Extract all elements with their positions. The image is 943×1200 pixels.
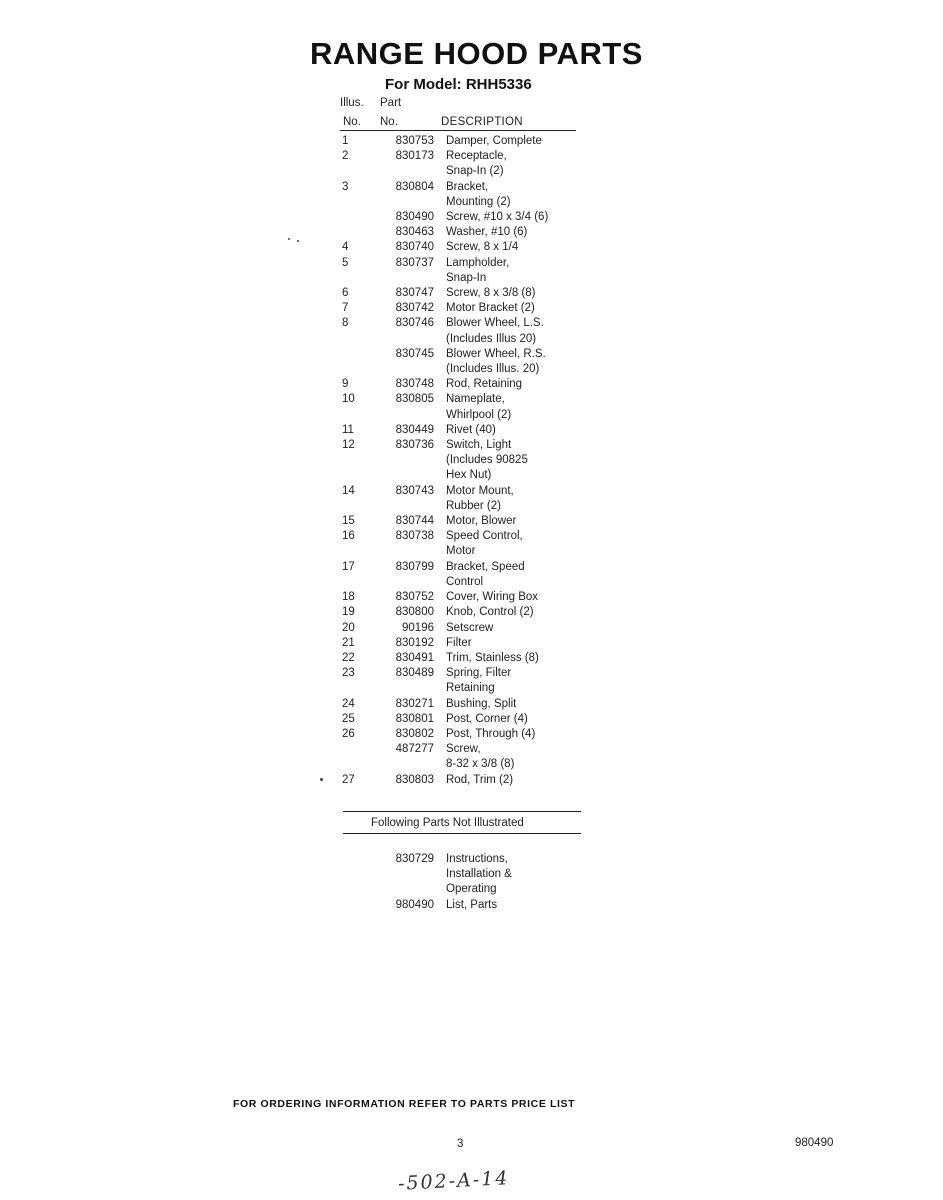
part-description	[446, 392, 590, 422]
description-line: Control	[446, 575, 484, 588]
header-part-no: No.	[380, 116, 398, 128]
illus-number: 6	[342, 287, 349, 300]
table-row	[340, 423, 590, 438]
description-line: (Includes 90825	[446, 454, 528, 467]
illus-number: 1	[342, 135, 349, 147]
part-number: 830752	[395, 591, 434, 604]
description-line: Rod, Retaining	[446, 378, 523, 391]
illus-number: 18	[342, 591, 355, 604]
part-description	[446, 898, 590, 913]
description-line: Post, Corner (4)	[446, 712, 528, 725]
description-line: Post, Through (4)	[446, 727, 536, 740]
part-description	[446, 301, 590, 316]
illus-number	[340, 347, 368, 377]
description-line: Instructions,	[446, 853, 508, 865]
part-number: 830805	[395, 393, 434, 406]
document-number: 980490	[795, 1137, 834, 1149]
part-number: 830271	[395, 697, 434, 710]
table-row	[340, 727, 590, 742]
part-number: 830748	[395, 378, 434, 391]
description-line: List, Parts	[446, 898, 498, 911]
illus-number: 27	[342, 773, 355, 786]
illus-number: 25	[342, 712, 355, 725]
part-number: 830802	[395, 727, 434, 740]
part-number: 487277	[395, 743, 434, 756]
description-line: Bracket, Speed	[446, 560, 525, 573]
table-row	[340, 134, 590, 149]
description-line: Cover, Wiring Box	[446, 591, 539, 604]
part-number: 830801	[395, 712, 434, 725]
illus-number: 15	[342, 515, 355, 528]
part-number: 980490	[395, 898, 434, 911]
description-line: Motor	[446, 545, 476, 558]
illus-number: 5	[342, 256, 349, 269]
part-number: 830743	[395, 484, 434, 497]
table-row	[340, 651, 590, 666]
table-row	[340, 529, 590, 559]
description-line: Whirlpool (2)	[446, 408, 512, 421]
table-row	[340, 773, 590, 788]
illus-number: 11	[342, 423, 354, 436]
section-divider-top	[343, 811, 581, 812]
section-divider-bottom	[343, 833, 581, 834]
description-line: Filter	[446, 636, 472, 649]
illus-number: 17	[342, 560, 355, 573]
description-line: Blower Wheel, R.S.	[446, 347, 546, 360]
description-line: Retaining	[446, 682, 495, 695]
part-description	[446, 529, 590, 559]
table-row	[340, 316, 590, 346]
part-description	[446, 316, 590, 346]
description-line: Nameplate,	[446, 393, 505, 406]
description-line: Knob, Control (2)	[446, 606, 534, 619]
part-description	[446, 210, 590, 225]
table-row	[340, 514, 590, 529]
table-row	[340, 697, 590, 712]
illus-number: 20	[342, 621, 355, 634]
part-description	[446, 484, 590, 514]
part-description	[446, 651, 590, 666]
part-description	[446, 636, 590, 651]
illus-number	[340, 742, 368, 772]
illus-number: 12	[342, 439, 355, 452]
illus-number: 19	[342, 606, 355, 619]
part-description	[446, 590, 590, 605]
part-number: 830744	[395, 515, 434, 528]
description-line: Screw, 8 x 1/4	[446, 241, 519, 254]
part-description	[446, 377, 590, 392]
header-divider	[340, 130, 576, 131]
part-description	[446, 742, 590, 772]
part-number: 90196	[402, 621, 434, 634]
part-number: 830745	[395, 347, 434, 360]
part-description	[446, 286, 590, 301]
part-number: 830490	[395, 211, 434, 224]
part-number: 830491	[395, 651, 434, 664]
part-number: 830747	[395, 287, 434, 300]
part-description	[446, 240, 590, 255]
illus-number: 3	[342, 180, 349, 193]
part-number: 830736	[395, 439, 434, 452]
table-row	[340, 852, 590, 898]
table-row	[340, 621, 590, 636]
description-line: Trim, Stainless (8)	[446, 651, 539, 664]
illus-number: 9	[342, 378, 349, 391]
part-description	[446, 225, 590, 240]
table-row	[340, 712, 590, 727]
description-line: Switch, Light	[446, 439, 512, 452]
table-row	[340, 438, 590, 484]
part-number: 830803	[395, 773, 434, 786]
description-line: Setscrew	[446, 621, 494, 634]
part-number: 830729	[395, 853, 434, 865]
description-line: Lampholder,	[446, 256, 510, 269]
description-line: Motor Mount,	[446, 484, 514, 497]
illus-number: 2	[342, 150, 349, 163]
description-line: Screw, 8 x 3/8 (8)	[446, 287, 536, 300]
part-description	[446, 256, 590, 286]
part-number: 830742	[395, 302, 434, 315]
part-number: 830740	[395, 241, 434, 254]
description-line: Screw, #10 x 3/4 (6)	[446, 211, 549, 224]
part-number: 830800	[395, 606, 434, 619]
illus-number: 4	[342, 241, 349, 254]
illus-number: 8	[342, 317, 349, 330]
description-line: Damper, Complete	[446, 135, 542, 147]
illus-number: 14	[342, 484, 355, 497]
table-row	[340, 256, 590, 286]
illus-number: 23	[342, 667, 355, 680]
part-description	[446, 180, 590, 210]
description-line: Spring, Filter	[446, 667, 512, 680]
table-row	[340, 210, 590, 225]
part-number: 830746	[395, 317, 434, 330]
part-description	[446, 149, 590, 179]
description-line: Snap-In	[446, 271, 487, 284]
part-description	[446, 423, 590, 438]
description-line: Installation &	[446, 868, 512, 881]
header-illus-no: No.	[343, 116, 361, 128]
description-line: (Includes Illus. 20)	[446, 363, 540, 376]
header-illus: Illus.	[340, 97, 364, 109]
part-description	[446, 134, 590, 149]
parts-list	[340, 134, 590, 788]
part-number: 830804	[395, 180, 434, 193]
table-row	[340, 286, 590, 301]
part-number: 830799	[395, 560, 434, 573]
description-line: Rivet (40)	[446, 423, 496, 436]
part-description	[446, 347, 590, 377]
part-number: 830192	[395, 636, 434, 649]
table-row	[340, 666, 590, 696]
table-row	[340, 560, 590, 590]
part-number: 830463	[395, 226, 434, 239]
description-line: Receptacle,	[446, 150, 507, 163]
table-row	[340, 301, 590, 316]
table-row	[340, 898, 590, 913]
part-description	[446, 605, 590, 620]
table-row	[340, 149, 590, 179]
description-line: Operating	[446, 883, 497, 896]
page-number: 3	[457, 1138, 464, 1150]
table-row	[340, 377, 590, 392]
part-description	[446, 438, 590, 484]
table-row	[340, 742, 590, 772]
scan-speck	[288, 238, 290, 240]
part-description	[446, 852, 590, 898]
description-line: Hex Nut)	[446, 469, 492, 482]
illus-number: 10	[342, 393, 355, 406]
part-description	[446, 666, 590, 696]
illus-number: 26	[342, 727, 355, 740]
part-number: 830753	[395, 135, 434, 147]
not-illustrated-list	[340, 852, 590, 913]
table-row	[340, 484, 590, 514]
description-line: Bracket,	[446, 180, 489, 193]
part-description	[446, 712, 590, 727]
table-row	[340, 605, 590, 620]
description-line: Blower Wheel, L.S.	[446, 317, 544, 330]
description-line: 8-32 x 3/8 (8)	[446, 758, 515, 771]
part-description	[446, 560, 590, 590]
part-description	[446, 697, 590, 712]
description-line: Rod, Trim (2)	[446, 773, 514, 786]
part-number: 830173	[395, 150, 434, 163]
description-line: Snap-In (2)	[446, 165, 504, 178]
table-row	[340, 590, 590, 605]
part-description	[446, 773, 590, 788]
model-subtitle: For Model: RHH5336	[385, 76, 532, 93]
description-line: Screw,	[446, 743, 481, 756]
description-line: Motor Bracket (2)	[446, 302, 535, 315]
table-row	[340, 347, 590, 377]
description-line: Bushing, Split	[446, 697, 517, 710]
table-row	[340, 240, 590, 255]
description-line: Speed Control,	[446, 530, 523, 543]
part-number: 830489	[395, 667, 434, 680]
illus-number	[340, 852, 368, 898]
illus-number: 7	[342, 302, 349, 315]
handwritten-note: -502-A-14	[397, 1167, 510, 1195]
illus-number: 22	[342, 651, 355, 664]
part-description	[446, 727, 590, 742]
description-line: Washer, #10 (6)	[446, 226, 528, 239]
table-row	[340, 180, 590, 210]
description-line: Rubber (2)	[446, 499, 501, 512]
description-line: Mounting (2)	[446, 195, 511, 208]
illus-number	[340, 898, 368, 913]
table-row	[340, 392, 590, 422]
table-row	[340, 225, 590, 240]
part-number: 830738	[395, 530, 434, 543]
illus-number	[340, 210, 368, 225]
illus-number: 16	[342, 530, 355, 543]
scan-speck	[297, 240, 299, 242]
ordering-info: FOR ORDERING INFORMATION REFER TO PARTS PRICE LIST	[233, 1098, 576, 1110]
part-description	[446, 621, 590, 636]
header-part: Part	[380, 97, 402, 109]
table-row	[340, 636, 590, 651]
description-line: Motor, Blower	[446, 515, 517, 528]
page-title: RANGE HOOD PARTS	[310, 36, 643, 71]
not-illustrated-heading: Following Parts Not Illustrated	[371, 817, 524, 829]
description-line: (Includes Illus 20)	[446, 332, 537, 345]
header-description: DESCRIPTION	[441, 116, 523, 128]
illus-number	[340, 225, 368, 240]
illus-number: 21	[342, 636, 355, 649]
part-description	[446, 514, 590, 529]
part-number: 830449	[395, 423, 434, 436]
scan-speck	[320, 778, 323, 781]
part-number: 830737	[395, 256, 434, 269]
illus-number: 24	[342, 697, 355, 710]
